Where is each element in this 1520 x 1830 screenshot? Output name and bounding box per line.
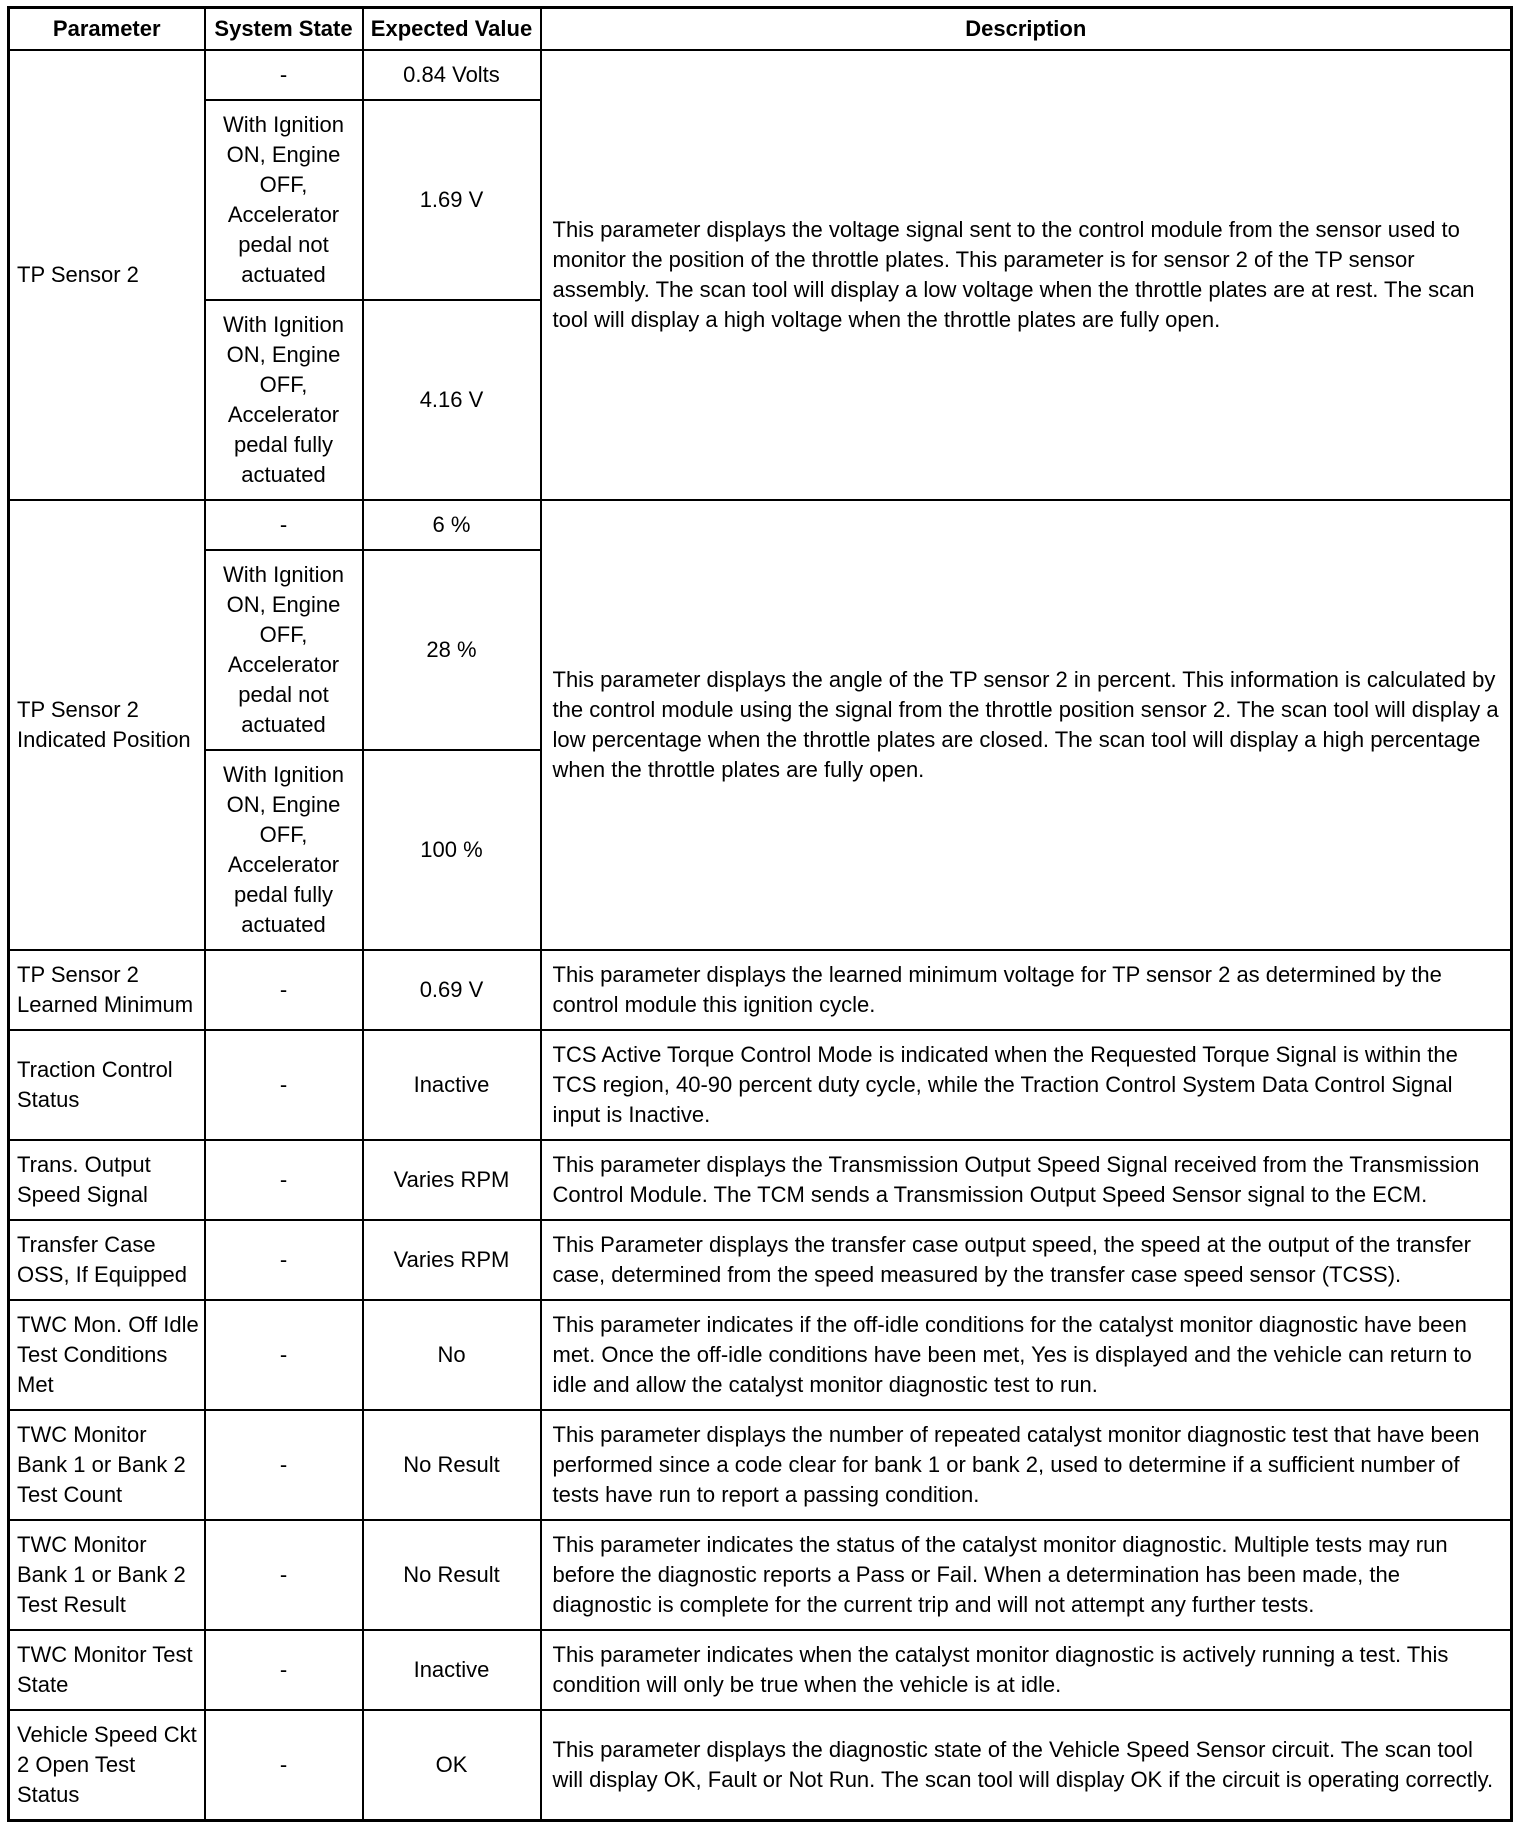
table-row [9, 1140, 1512, 1220]
parameter-cell: TWC Mon. Off Idle Test Conditions Met [9, 1300, 205, 1410]
table-row [9, 500, 1512, 550]
expected-value-cell: No [363, 1300, 541, 1410]
system-state-cell: - [205, 1630, 363, 1710]
description-cell: This parameter displays the number of repeated catalyst monitor diagnostic test that have been performed since a code clear for bank 1 or bank 2, used to determine if a sufficient number of tests have run to report a passing condition. [541, 1410, 1512, 1520]
expected-value-cell: Varies RPM [363, 1140, 541, 1220]
expected-value-cell: 4.16 V [363, 300, 541, 500]
parameter-cell: TWC Monitor Test State [9, 1630, 205, 1710]
parameter-cell: Traction Control Status [9, 1030, 205, 1140]
parameter-table [7, 6, 1513, 1822]
system-state-cell: - [205, 1410, 363, 1520]
system-state-cell: With Ignition ON, Engine OFF, Accelerator pedal fully actuated [205, 300, 363, 500]
parameter-cell: TP Sensor 2 [9, 50, 205, 500]
header-cell-expected-value: Expected Value [363, 8, 541, 51]
table-row [9, 1630, 1512, 1710]
parameter-cell: TWC Monitor Bank 1 or Bank 2 Test Count [9, 1410, 205, 1520]
table-row [9, 1220, 1512, 1300]
header-cell-description: Description [541, 8, 1512, 51]
scan-tool-data-page [7, 6, 1513, 1822]
description-cell: This Parameter displays the transfer case output speed, the speed at the output of the transfer case, determined from the speed measured by the transfer case speed sensor (TCSS). [541, 1220, 1512, 1300]
description-cell: This parameter displays the voltage signal sent to the control module from the sensor used to monitor the position of the throttle plates. This parameter is for sensor 2 of the TP sensor assembly. The scan tool will display a low voltage when the throttle plates are at rest. The scan tool will display a high voltage when the throttle plates are fully open. [541, 50, 1512, 500]
description-cell: This parameter displays the angle of the TP sensor 2 in percent. This information is calculated by the control module using the signal from the throttle position sensor 2. The scan tool will display a low percentage when the throttle plates are closed. The scan tool will display a high percentage when the throttle plates are fully open. [541, 500, 1512, 950]
expected-value-cell: 28 % [363, 550, 541, 750]
description-cell: This parameter indicates if the off-idle conditions for the catalyst monitor diagnostic have been met. Once the off-idle conditions have been met, Yes is displayed and the vehicle can return to idle and allow the catalyst monitor diagnostic test to run. [541, 1300, 1512, 1410]
header-cell-parameter: Parameter [9, 8, 205, 51]
system-state-cell: - [205, 1300, 363, 1410]
system-state-cell: With Ignition ON, Engine OFF, Accelerator pedal not actuated [205, 550, 363, 750]
system-state-cell: - [205, 500, 363, 550]
expected-value-cell: 6 % [363, 500, 541, 550]
system-state-cell: With Ignition ON, Engine OFF, Accelerator pedal not actuated [205, 100, 363, 300]
expected-value-cell: 0.84 Volts [363, 50, 541, 100]
table-row [9, 1710, 1512, 1821]
table-row [9, 1520, 1512, 1630]
system-state-cell: With Ignition ON, Engine OFF, Accelerator pedal fully actuated [205, 750, 363, 950]
table-row [9, 1030, 1512, 1140]
expected-value-cell: Inactive [363, 1630, 541, 1710]
system-state-cell: - [205, 1710, 363, 1821]
system-state-cell: - [205, 1140, 363, 1220]
description-cell: This parameter indicates when the catalyst monitor diagnostic is actively running a test. This condition will only be true when the vehicle is at idle. [541, 1630, 1512, 1710]
table-row [9, 1410, 1512, 1520]
expected-value-cell: 100 % [363, 750, 541, 950]
parameter-cell: TWC Monitor Bank 1 or Bank 2 Test Result [9, 1520, 205, 1630]
expected-value-cell: No Result [363, 1520, 541, 1630]
description-cell: TCS Active Torque Control Mode is indicated when the Requested Torque Signal is within the TCS region, 40-90 percent duty cycle, while the Traction Control System Data Control Signal input is Inactive. [541, 1030, 1512, 1140]
system-state-cell: - [205, 1030, 363, 1140]
parameter-cell: TP Sensor 2 Learned Minimum [9, 950, 205, 1030]
expected-value-cell: 1.69 V [363, 100, 541, 300]
expected-value-cell: OK [363, 1710, 541, 1821]
description-cell: This parameter displays the learned minimum voltage for TP sensor 2 as determined by the control module this ignition cycle. [541, 950, 1512, 1030]
description-cell: This parameter displays the diagnostic state of the Vehicle Speed Sensor circuit. The scan tool will display OK, Fault or Not Run. The scan tool will display OK if the circuit is operating correctly. [541, 1710, 1512, 1821]
table-header-row [9, 8, 1512, 51]
system-state-cell: - [205, 1220, 363, 1300]
table-row [9, 50, 1512, 100]
description-cell: This parameter displays the Transmission Output Speed Signal received from the Transmission Control Module. The TCM sends a Transmission Output Speed Sensor signal to the ECM. [541, 1140, 1512, 1220]
system-state-cell: - [205, 50, 363, 100]
system-state-cell: - [205, 1520, 363, 1630]
parameter-cell: Transfer Case OSS, If Equipped [9, 1220, 205, 1300]
expected-value-cell: Inactive [363, 1030, 541, 1140]
parameter-cell: TP Sensor 2 Indicated Position [9, 500, 205, 950]
description-cell: This parameter indicates the status of the catalyst monitor diagnostic. Multiple tests may run before the diagnostic reports a Pass or Fail. When a determination has been made, the diagnostic is complete for the current trip and will not attempt any further tests. [541, 1520, 1512, 1630]
parameter-cell: Trans. Output Speed Signal [9, 1140, 205, 1220]
parameter-cell: Vehicle Speed Ckt 2 Open Test Status [9, 1710, 205, 1821]
table-row [9, 1300, 1512, 1410]
table-row [9, 950, 1512, 1030]
header-cell-system-state: System State [205, 8, 363, 51]
expected-value-cell: Varies RPM [363, 1220, 541, 1300]
expected-value-cell: No Result [363, 1410, 541, 1520]
expected-value-cell: 0.69 V [363, 950, 541, 1030]
system-state-cell: - [205, 950, 363, 1030]
